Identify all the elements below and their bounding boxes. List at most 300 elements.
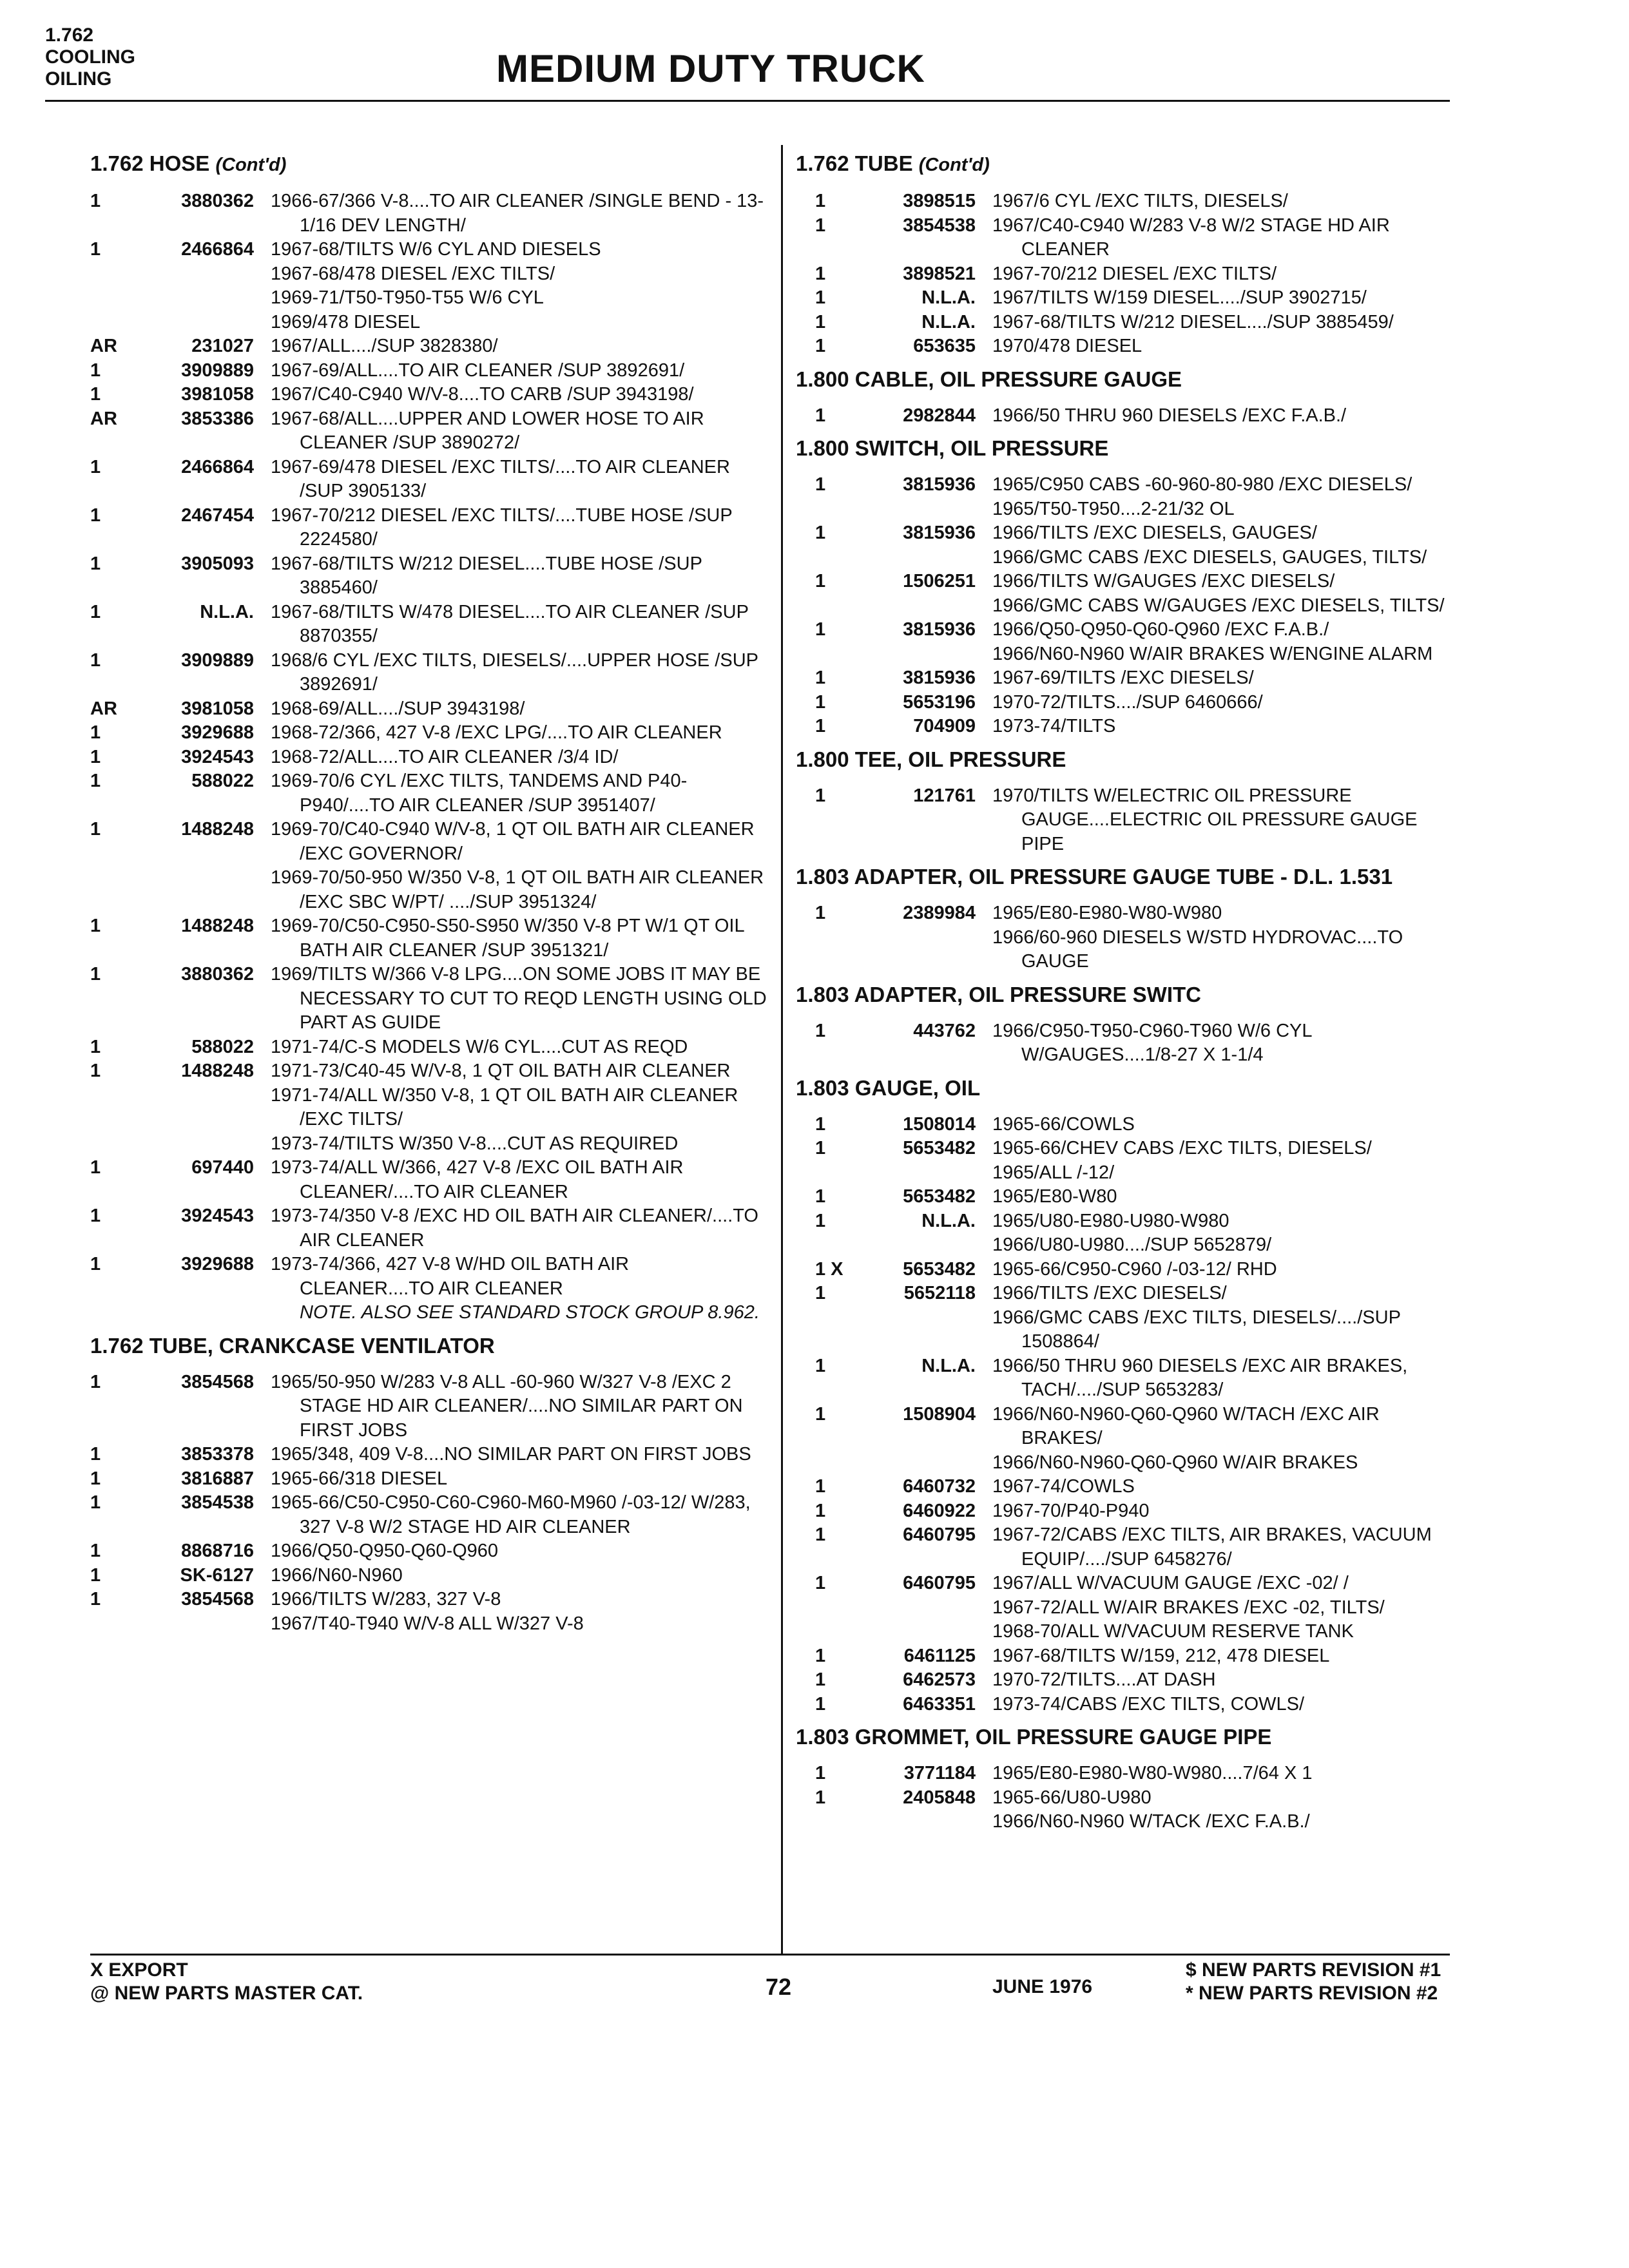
part-number: 1488248 xyxy=(181,916,254,936)
quantity: 1 xyxy=(815,336,826,356)
application-line: 1969-70/C50-C950-S50-S950 W/350 V-8 PT W/1 QT OIL BATH AIR CLEANER /SUP 3951321/ xyxy=(271,916,744,961)
part-description xyxy=(271,1253,767,1301)
part-description xyxy=(992,1185,1450,1209)
part-entry xyxy=(796,666,1450,691)
part-description xyxy=(992,618,1450,666)
quantity: 1 xyxy=(815,571,826,591)
application-line: 1966/TILTS W/GAUGES /EXC DIESELS/ xyxy=(992,571,1335,591)
part-description xyxy=(992,521,1450,570)
quantity: 1 xyxy=(90,964,101,985)
section-name: TUBE, CRANKCASE VENTILATOR xyxy=(149,1333,495,1358)
part-entry xyxy=(796,1668,1450,1693)
part-number: 704909 xyxy=(913,716,976,736)
application-line: 1965-66/CHEV CABS /EXC TILTS, DIESELS/ xyxy=(992,1138,1372,1158)
quantity: 1 xyxy=(90,1492,101,1513)
part-entry xyxy=(796,1762,1450,1786)
part-number: 3880362 xyxy=(181,964,254,985)
part-entry xyxy=(90,697,767,722)
part-number: 3981058 xyxy=(181,698,254,719)
part-number: 3853386 xyxy=(181,408,254,429)
part-description xyxy=(992,1137,1450,1185)
application-line: 1965/E80-E980-W80-W980 xyxy=(992,903,1222,923)
quantity: 1 xyxy=(815,263,826,284)
application-line: 1966/N60-N960-Q60-Q960 W/AIR BRAKES xyxy=(992,1452,1358,1473)
part-number: N.L.A. xyxy=(200,601,254,622)
part-entry xyxy=(90,914,767,963)
application-line: 1965/50-950 W/283 V-8 ALL -60-960 W/327 V-8 /EXC 2 STAGE HD AIR CLEANER/....NO SIMILAR PART ON FIRST JOBS xyxy=(271,1371,743,1441)
application-line: 1965/C950 CABS -60-960-80-980 /EXC DIESELS/ xyxy=(992,474,1412,495)
part-description xyxy=(271,697,767,722)
legend-master-cat: @ NEW PARTS MASTER CAT. xyxy=(90,1983,363,2004)
part-description xyxy=(271,383,767,407)
part-description xyxy=(992,1019,1450,1068)
footer-legend-right xyxy=(1186,1959,1441,2005)
application-line: 1966/50 THRU 960 DIESELS /EXC AIR BRAKES, TACH/..../SUP 5653283/ xyxy=(992,1355,1408,1400)
part-description xyxy=(992,691,1450,715)
part-description xyxy=(271,456,767,504)
part-description xyxy=(271,1539,767,1564)
part-entry xyxy=(90,1156,767,1204)
quantity: 1 xyxy=(90,1468,101,1489)
part-number: 3853378 xyxy=(181,1444,254,1465)
section-number: 1.803 xyxy=(796,1725,849,1749)
quantity: 1 xyxy=(90,771,101,791)
quantity: 1 xyxy=(90,916,101,936)
application-line: 1967-74/COWLS xyxy=(992,1476,1135,1497)
part-number: 3816887 xyxy=(181,1468,254,1489)
application-line: 1967-68/478 DIESEL /EXC TILTS/ xyxy=(271,263,555,284)
quantity: 1 xyxy=(815,405,826,426)
part-number: SK-6127 xyxy=(180,1564,254,1586)
part-description xyxy=(992,1644,1450,1669)
footer-rule xyxy=(90,1954,1450,1956)
part-number: 3854568 xyxy=(181,1371,254,1392)
quantity: 1 xyxy=(815,1355,826,1376)
part-number: 3924543 xyxy=(181,1206,254,1226)
part-entry xyxy=(90,1539,767,1564)
application-line: 1966/50 THRU 960 DIESELS /EXC F.A.B./ xyxy=(992,405,1347,426)
part-description xyxy=(271,359,767,383)
quantity: AR xyxy=(90,336,117,356)
part-entry xyxy=(796,286,1450,311)
part-number: 5653482 xyxy=(903,1138,976,1158)
application-line: 1967/C40-C940 W/V-8....TO CARB /SUP 3943198/ xyxy=(271,384,694,405)
part-number: 5652118 xyxy=(903,1283,976,1303)
part-entry xyxy=(796,262,1450,287)
section-number: 1.762 xyxy=(796,151,849,175)
section-heading xyxy=(796,1075,1450,1101)
part-entry xyxy=(796,901,1450,974)
part-entry xyxy=(796,334,1450,359)
application-line: 1966/Q50-Q950-Q60-Q960 /EXC F.A.B./ xyxy=(992,619,1329,640)
application-line: 1966/GMC CABS /EXC DIESELS, GAUGES, TILTS/ xyxy=(992,546,1427,568)
application-line: 1965-66/U80-U980 xyxy=(992,1787,1152,1808)
section-heading xyxy=(90,1333,767,1359)
part-entry xyxy=(796,1571,1450,1644)
quantity: 1 xyxy=(815,1524,826,1545)
part-description xyxy=(271,1035,767,1060)
quantity: 1 xyxy=(815,1645,826,1666)
quantity: 1 xyxy=(815,785,826,806)
quantity: 1 xyxy=(90,1254,101,1274)
application-line: 1968-72/ALL....TO AIR CLEANER /3/4 ID/ xyxy=(271,746,619,767)
application-line: 1971-74/C-S MODELS W/6 CYL....CUT AS REQD xyxy=(271,1036,688,1057)
application-line: 1968-72/366, 427 V-8 /EXC LPG/....TO AIR CLEANER xyxy=(271,722,722,743)
part-entry xyxy=(90,963,767,1035)
application-line: 1965-66/318 DIESEL xyxy=(271,1468,448,1489)
part-number: 6463351 xyxy=(903,1693,976,1715)
part-number: 8868716 xyxy=(181,1541,254,1561)
application-line: 1965/348, 409 V-8....NO SIMILAR PART ON FIRST JOBS xyxy=(271,1444,751,1465)
part-entry xyxy=(90,1443,767,1467)
section-category: COOLING xyxy=(45,46,135,68)
application-line: 1966/N60-N960-Q60-Q960 W/TACH /EXC AIR BRAKES/ xyxy=(992,1403,1380,1448)
page-title: MEDIUM DUTY TRUCK xyxy=(496,47,925,90)
section-subcategory: OILING xyxy=(45,68,112,90)
part-number: N.L.A. xyxy=(921,1210,976,1231)
section-spacer xyxy=(796,856,1450,860)
footer-legend-left xyxy=(90,1959,363,2005)
quantity: 1 xyxy=(90,360,101,381)
part-description xyxy=(992,784,1450,857)
part-number: 3815936 xyxy=(903,523,976,543)
part-description xyxy=(992,1209,1450,1258)
quantity: 1 xyxy=(90,722,101,743)
part-entry xyxy=(90,359,767,383)
part-description xyxy=(992,334,1450,359)
part-number: N.L.A. xyxy=(921,1355,976,1376)
part-entry xyxy=(796,1475,1450,1499)
application-line: 1967/ALL W/VACUUM GAUGE /EXC -02/ / xyxy=(992,1573,1349,1593)
part-entry xyxy=(796,1644,1450,1669)
part-entry xyxy=(90,1204,767,1253)
column-divider xyxy=(781,145,783,1954)
part-description xyxy=(992,1668,1450,1693)
part-number: 3929688 xyxy=(181,1254,254,1274)
application-line: 1966/N60-N960 xyxy=(271,1564,403,1586)
section-spacer xyxy=(796,739,1450,743)
part-number: 5653196 xyxy=(903,691,976,713)
section-name: ADAPTER, OIL PRESSURE GAUGE TUBE - D.L. 1.531 xyxy=(854,865,1393,889)
section-heading xyxy=(796,367,1450,392)
section-heading xyxy=(796,1724,1450,1750)
part-entry xyxy=(796,1185,1450,1209)
part-entry xyxy=(90,601,767,649)
part-number: 6462573 xyxy=(903,1669,976,1690)
quantity: 1 xyxy=(90,239,101,260)
part-description xyxy=(271,1156,767,1204)
part-number: 3854538 xyxy=(903,215,976,236)
quantity: 1 xyxy=(815,1138,826,1158)
section-number: 1.800 xyxy=(796,747,849,771)
continued-label: (Cont'd) xyxy=(918,155,990,175)
application-line: 1970-72/TILTS..../SUP 6460666/ xyxy=(992,691,1263,713)
quantity: 1 xyxy=(90,649,101,671)
section-name: TUBE xyxy=(854,151,913,175)
application-line: 1966/C950-T950-C960-T960 W/6 CYL W/GAUGES....1/8-27 X 1-1/4 xyxy=(992,1020,1312,1065)
part-entry xyxy=(796,784,1450,857)
quantity: 1 xyxy=(815,668,826,688)
application-line: 1967-68/TILTS W/6 CYL AND DIESELS xyxy=(271,239,601,260)
application-line: 1966/TILTS /EXC DIESELS/ xyxy=(992,1283,1227,1303)
part-number: 3771184 xyxy=(903,1763,976,1783)
part-number: 6460795 xyxy=(903,1524,976,1545)
application-line: 1966-67/366 V-8....TO AIR CLEANER /SINGLE BEND - 13-1/16 DEV LENGTH/ xyxy=(271,191,764,236)
part-entry xyxy=(90,1467,767,1492)
section-heading xyxy=(796,747,1450,773)
part-description xyxy=(271,334,767,359)
part-number: N.L.A. xyxy=(921,311,976,332)
section-spacer xyxy=(796,974,1450,978)
part-description xyxy=(992,311,1450,335)
part-number: N.L.A. xyxy=(921,287,976,308)
quantity: 1 xyxy=(815,287,826,308)
part-entry xyxy=(796,1282,1450,1354)
part-number: 5653482 xyxy=(903,1258,976,1280)
application-line: 1965-66/C50-C950-C60-C960-M60-M960 /-03-12/ W/283, 327 V-8 W/2 STAGE HD AIR CLEANER xyxy=(271,1492,751,1537)
part-description xyxy=(271,963,767,1035)
part-description xyxy=(992,1403,1450,1475)
application-line: 1967-68/ALL....UPPER AND LOWER HOSE TO AIR CLEANER /SUP 3890272/ xyxy=(271,408,704,453)
quantity: 1 xyxy=(815,691,826,713)
publication-date: JUNE 1976 xyxy=(992,1976,1093,1997)
application-line: 1967-69/478 DIESEL /EXC TILTS/....TO AIR CLEANER /SUP 3905133/ xyxy=(271,456,730,501)
section-heading xyxy=(796,864,1450,890)
part-number: 3854568 xyxy=(181,1589,254,1610)
part-entry xyxy=(796,1209,1450,1258)
section-name: SWITCH, OIL PRESSURE xyxy=(854,436,1109,460)
part-description xyxy=(271,1467,767,1492)
application-line: 1969-70/6 CYL /EXC TILTS, TANDEMS AND P40-P940/....TO AIR CLEANER /SUP 3951407/ xyxy=(271,771,688,816)
part-description xyxy=(992,1523,1450,1571)
application-line: 1967-70/212 DIESEL /EXC TILTS/....TUBE HOSE /SUP 2224580/ xyxy=(271,505,733,550)
application-line: 1970-72/TILTS....AT DASH xyxy=(992,1669,1216,1690)
application-line: 1966/N60-N960 W/AIR BRAKES W/ENGINE ALARM xyxy=(992,643,1433,664)
part-entry xyxy=(796,715,1450,739)
part-entry xyxy=(90,721,767,745)
part-entry xyxy=(796,1258,1450,1282)
quantity: 1 xyxy=(815,474,826,495)
quantity: 1 xyxy=(815,1186,826,1207)
section-spacer xyxy=(90,1325,767,1329)
part-description xyxy=(271,601,767,649)
quantity: 1 xyxy=(815,215,826,236)
application-line: 1967/C40-C940 W/283 V-8 W/2 STAGE HD AIR CLEANER xyxy=(992,215,1390,260)
part-number: 2466864 xyxy=(181,239,254,260)
application-line: 1970/478 DIESEL xyxy=(992,336,1142,356)
application-line: 1971-73/C40-45 W/V-8, 1 QT OIL BATH AIR CLEANER xyxy=(271,1061,731,1081)
part-description xyxy=(992,286,1450,311)
application-line: 1966/Q50-Q950-Q60-Q960 xyxy=(271,1541,499,1561)
section-code: 1.762 xyxy=(45,24,94,46)
application-line: 1973-74/TILTS W/350 V-8....CUT AS REQUIRED xyxy=(271,1133,679,1154)
quantity: 1 xyxy=(90,746,101,767)
part-description xyxy=(992,1693,1450,1717)
section-heading xyxy=(90,151,767,178)
part-entry xyxy=(90,1301,767,1325)
legend-revision-1: $ NEW PARTS REVISION #1 xyxy=(1186,1959,1441,1981)
part-description xyxy=(271,504,767,552)
quantity: 1 xyxy=(90,384,101,405)
part-entry xyxy=(796,1786,1450,1834)
part-entry xyxy=(90,407,767,456)
application-line: 1969-70/50-950 W/350 V-8, 1 QT OIL BATH AIR CLEANER /EXC SBC W/PT/ ..../SUP 3951324/ xyxy=(271,867,764,912)
quantity: 1 xyxy=(90,1371,101,1392)
part-description xyxy=(271,1301,767,1325)
part-entry xyxy=(796,570,1450,618)
application-line: 1967-69/TILTS /EXC DIESELS/ xyxy=(992,668,1254,688)
part-entry xyxy=(90,189,767,238)
part-number: 1488248 xyxy=(181,1061,254,1081)
quantity: 1 xyxy=(90,601,101,622)
part-entry xyxy=(796,214,1450,262)
note-text: NOTE. ALSO SEE STANDARD STOCK GROUP 8.962. xyxy=(300,1302,760,1323)
quantity: 1 xyxy=(815,903,826,923)
part-number: 3815936 xyxy=(903,668,976,688)
quantity: 1 xyxy=(815,716,826,736)
part-description xyxy=(992,1499,1450,1524)
part-description xyxy=(992,1475,1450,1499)
part-number: 697440 xyxy=(191,1157,254,1178)
quantity: 1 xyxy=(90,1564,101,1586)
part-number: 1488248 xyxy=(181,819,254,840)
application-line: 1965-66/COWLS xyxy=(992,1113,1135,1135)
application-line: 1973-74/366, 427 V-8 W/HD OIL BATH AIR CLEANER....TO AIR CLEANER xyxy=(271,1254,630,1299)
part-number: 2389984 xyxy=(903,903,976,923)
section-number: 1.803 xyxy=(796,982,849,1006)
part-number: 3854538 xyxy=(181,1492,254,1513)
part-entry xyxy=(90,238,767,334)
quantity: 1 xyxy=(90,1541,101,1561)
application-line: 1967-72/CABS /EXC TILTS, AIR BRAKES, VACUUM EQUIP/..../SUP 6458276/ xyxy=(992,1524,1432,1570)
application-line: 1970/TILTS W/ELECTRIC OIL PRESSURE GAUGE....ELECTRIC OIL PRESSURE GAUGE PIPE xyxy=(992,785,1418,854)
application-line: 1965/T50-T950....2-21/32 OL xyxy=(992,498,1235,519)
part-number: 6460922 xyxy=(903,1500,976,1521)
part-entry xyxy=(90,334,767,359)
application-line: 1969/TILTS W/366 V-8 LPG....ON SOME JOBS IT MAY BE NECESSARY TO CUT TO REQD LENGTH USING OLD PART AS GUIDE xyxy=(271,964,767,1033)
part-description xyxy=(271,721,767,745)
part-entry xyxy=(796,311,1450,335)
application-line: 1966/GMC CABS /EXC TILTS, DIESELS/..../SUP 1508864/ xyxy=(992,1307,1401,1352)
part-description xyxy=(271,769,767,818)
part-number: 3909889 xyxy=(181,360,254,381)
section-heading xyxy=(796,151,1450,178)
application-line: 1968-70/ALL W/VACUUM RESERVE TANK xyxy=(992,1621,1354,1642)
quantity: 1 xyxy=(815,1210,826,1231)
application-line: 1967-68/TILTS W/478 DIESEL....TO AIR CLEANER /SUP 8870355/ xyxy=(271,601,749,646)
part-description xyxy=(992,901,1450,974)
section-spacer xyxy=(90,1636,767,1640)
part-number: 443762 xyxy=(913,1020,976,1041)
application-line: 1966/U80-U980..../SUP 5652879/ xyxy=(992,1235,1272,1255)
part-entry xyxy=(90,1253,767,1301)
part-number: 3880362 xyxy=(181,191,254,211)
application-line: 1965/U80-E980-U980-W980 xyxy=(992,1210,1229,1231)
part-entry xyxy=(796,1523,1450,1571)
part-number: 3815936 xyxy=(903,474,976,495)
legend-export: X EXPORT xyxy=(90,1959,188,1981)
part-description xyxy=(271,238,767,334)
part-description xyxy=(271,189,767,238)
application-line: 1967-68/TILTS W/212 DIESEL..../SUP 3885459/ xyxy=(992,311,1394,332)
section-number: 1.800 xyxy=(796,436,849,460)
part-number: 3815936 xyxy=(903,619,976,640)
part-number: 121761 xyxy=(913,785,976,806)
part-entry xyxy=(90,383,767,407)
part-description xyxy=(271,552,767,601)
part-description xyxy=(271,1204,767,1253)
left-column xyxy=(90,147,767,1640)
part-number: 588022 xyxy=(191,1036,254,1057)
part-number: 6461125 xyxy=(903,1645,976,1666)
quantity: 1 xyxy=(815,191,826,211)
application-line: 1967-72/ALL W/AIR BRAKES /EXC -02, TILTS/ xyxy=(992,1597,1385,1618)
quantity: AR xyxy=(90,698,117,719)
section-name: GROMMET, OIL PRESSURE GAUGE PIPE xyxy=(854,1725,1272,1749)
part-number: 5653482 xyxy=(903,1186,976,1207)
part-description xyxy=(271,649,767,697)
section-heading xyxy=(796,436,1450,461)
application-line: 1965/E80-E980-W80-W980....7/64 X 1 xyxy=(992,1763,1313,1783)
quantity: 1 xyxy=(90,1157,101,1178)
part-number: 3905093 xyxy=(181,553,254,574)
part-description xyxy=(992,1571,1450,1644)
application-line: 1969-71/T50-T950-T55 W/6 CYL xyxy=(271,287,544,308)
section-number: 1.803 xyxy=(796,865,849,889)
part-number: 3929688 xyxy=(181,722,254,743)
quantity: 1 xyxy=(815,1283,826,1303)
section-name: CABLE, OIL PRESSURE GAUGE xyxy=(854,367,1182,391)
application-line: 1967-70/P40-P940 xyxy=(992,1500,1150,1521)
part-description xyxy=(992,1113,1450,1137)
quantity: 1 xyxy=(815,1669,826,1690)
part-entry xyxy=(90,1059,767,1156)
quantity: AR xyxy=(90,408,117,429)
part-description xyxy=(992,570,1450,618)
application-line: 1969-70/C40-C940 W/V-8, 1 QT OIL BATH AIR CLEANER /EXC GOVERNOR/ xyxy=(271,819,755,864)
quantity: 1 xyxy=(815,1500,826,1521)
quantity: 1 xyxy=(90,819,101,840)
part-description xyxy=(992,666,1450,691)
right-column xyxy=(796,147,1450,1838)
header-rule xyxy=(45,100,1450,102)
section-spacer xyxy=(796,1716,1450,1720)
part-entry xyxy=(796,1403,1450,1475)
part-entry xyxy=(796,189,1450,214)
part-number: 2405848 xyxy=(903,1787,976,1808)
legend-revision-2: * NEW PARTS REVISION #2 xyxy=(1186,1983,1438,2004)
quantity: 1 xyxy=(815,619,826,640)
part-number: 6460732 xyxy=(903,1476,976,1497)
section-spacer xyxy=(796,428,1450,432)
application-line: 1967/T40-T940 W/V-8 ALL W/327 V-8 xyxy=(271,1613,584,1634)
application-line: 1973-74/TILTS xyxy=(992,716,1116,736)
application-line: 1967/6 CYL /EXC TILTS, DIESELS/ xyxy=(992,191,1288,211)
quantity: 1 xyxy=(90,1206,101,1226)
quantity: 1 xyxy=(90,1444,101,1465)
application-line: 1968/6 CYL /EXC TILTS, DIESELS/....UPPER HOSE /SUP 3892691/ xyxy=(271,649,758,695)
section-number: 1.762 xyxy=(90,1333,144,1358)
part-number: 3898521 xyxy=(903,263,976,284)
part-number: 3898515 xyxy=(903,191,976,211)
application-line: 1973-74/ALL W/366, 427 V-8 /EXC OIL BATH AIR CLEANER/....TO AIR CLEANER xyxy=(271,1157,684,1202)
section-number: 1.800 xyxy=(796,367,849,391)
part-description xyxy=(271,1443,767,1467)
part-description xyxy=(992,473,1450,521)
section-name: HOSE xyxy=(149,151,210,175)
application-line: 1973-74/CABS /EXC TILTS, COWLS/ xyxy=(992,1693,1305,1715)
part-entry xyxy=(796,521,1450,570)
